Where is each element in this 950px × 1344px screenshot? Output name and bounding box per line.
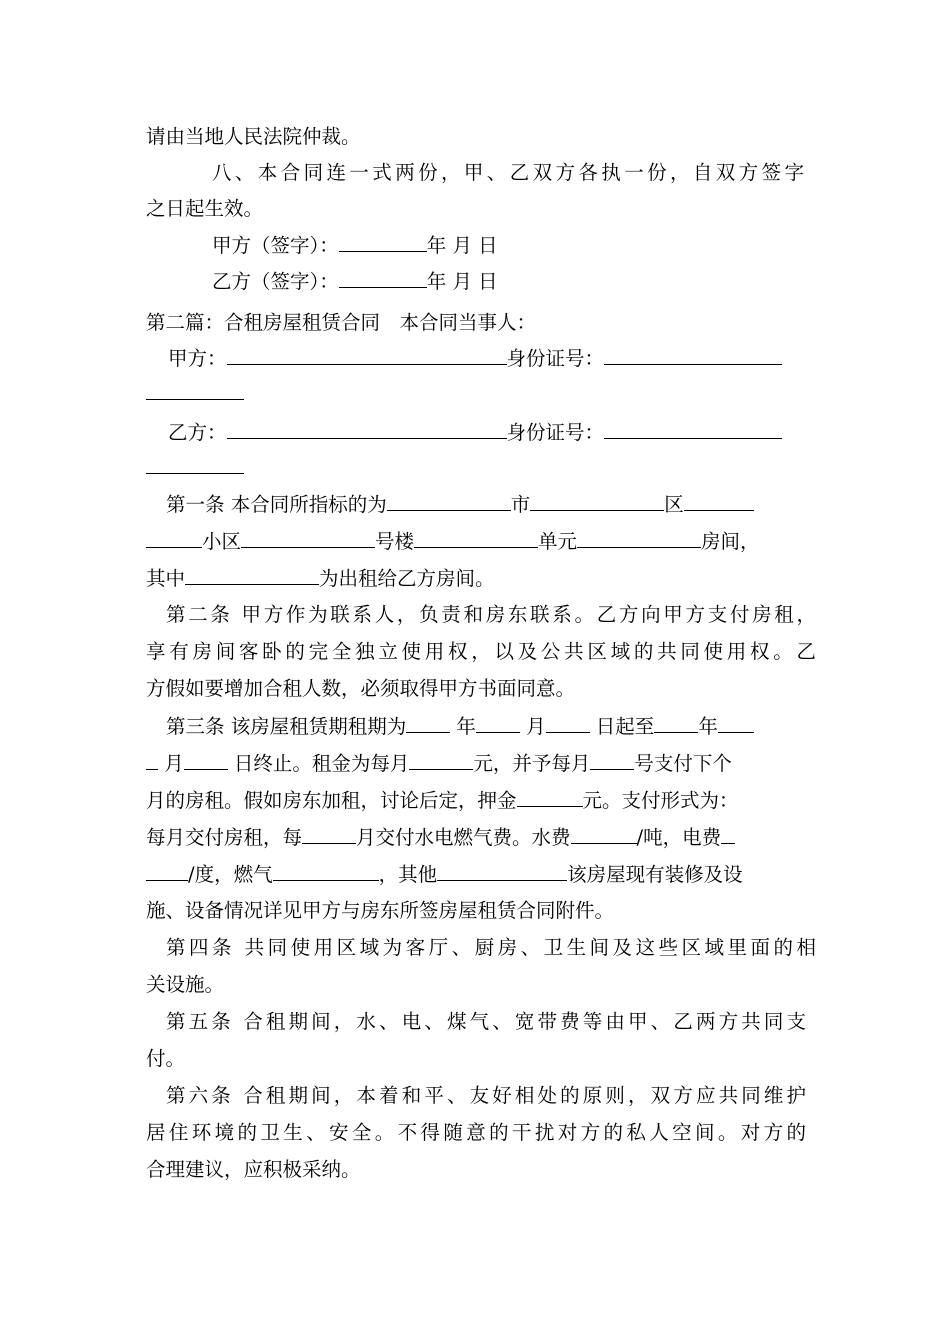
text-segment: 月的房租。假如房东加租，讨论后定，押金: [146, 789, 517, 812]
fill-blank[interactable]: [302, 824, 356, 844]
text-segment: 日起至: [589, 715, 655, 738]
article-2-line-3: 方假如要增加合租人数，必须取得甲方书面同意。: [146, 677, 576, 700]
article-5-line-2: 付。: [146, 1047, 186, 1070]
text-segment: 月: [158, 752, 184, 775]
fill-blank[interactable]: [517, 787, 583, 807]
fill-blank[interactable]: [476, 713, 520, 733]
fill-blank[interactable]: [684, 491, 754, 511]
text-segment: 元，并予每月: [473, 752, 591, 775]
fill-blank[interactable]: [654, 713, 698, 733]
text-segment: 元。支付形式为：: [582, 789, 739, 812]
text-segment: 该房屋现有装修及设: [567, 863, 743, 886]
text-segment: 区: [664, 493, 684, 516]
text-segment: 号支付下个: [634, 752, 732, 775]
section-heading: 第二篇：合租房屋租赁合同 本合同当事人：: [146, 311, 537, 334]
fill-blank[interactable]: [718, 713, 754, 733]
article-3-line-2: [146, 750, 816, 777]
fill-blank[interactable]: [146, 380, 244, 400]
text-segment: 市: [510, 493, 531, 516]
article-4-line-2: 关设施。: [146, 973, 225, 996]
party-b-line: [168, 419, 838, 446]
article-3-line-5: [146, 861, 816, 888]
signature-line-b: [212, 268, 882, 295]
fill-blank[interactable]: [604, 419, 782, 439]
article-5-line-1: 第五条 合租期间，水、电、煤气、宽带费等由甲、乙两方共同支: [166, 1010, 806, 1033]
article-1-line-3: [146, 565, 816, 592]
fill-blank[interactable]: [387, 491, 511, 511]
fill-blank[interactable]: [604, 345, 782, 365]
article-6-line-2: 居住环境的卫生、安全。不得随意的干扰对方的私人空间。对方的: [146, 1121, 806, 1144]
fill-blank[interactable]: [146, 454, 244, 474]
text-segment: /度，燃气: [188, 863, 273, 886]
text-segment: 年 月 日: [426, 234, 498, 257]
fill-blank[interactable]: [146, 528, 202, 548]
text-segment: 为出租给乙方房间。: [319, 567, 495, 590]
fill-blank[interactable]: [241, 528, 375, 548]
text-segment: 月: [519, 715, 546, 738]
text-segment: ，其他: [378, 863, 438, 886]
text-segment: 第一条 本合同所指标的为: [166, 493, 387, 516]
fill-blank[interactable]: [184, 750, 228, 770]
fill-blank[interactable]: [437, 861, 567, 881]
fill-blank[interactable]: [146, 750, 158, 770]
text-segment: 乙方（签字）：: [212, 270, 339, 293]
text-segment: 房间，: [701, 530, 760, 553]
fill-blank[interactable]: [414, 528, 538, 548]
article-2-line-2: 享有房间客卧的完全独立使用权，以及公共区域的共同使用权。乙: [146, 640, 816, 663]
fill-blank[interactable]: [339, 232, 427, 252]
fill-blank[interactable]: [590, 750, 634, 770]
text-segment: 年 月 日: [426, 270, 498, 293]
party-b-line-cont: [146, 454, 816, 481]
article-3-line-6: 施、设备情况详见甲方与房东所签房屋租赁合同附件。: [146, 899, 615, 922]
fill-blank[interactable]: [339, 268, 427, 288]
text-segment: 身份证号：: [506, 421, 605, 444]
text-segment: 甲方（签字）：: [212, 234, 339, 257]
text-segment: /吨，电费: [636, 826, 722, 849]
text-segment: 乙方：: [168, 421, 227, 444]
article-6-line-3: 合理建议，应积极采纳。: [146, 1158, 361, 1181]
fill-blank[interactable]: [227, 345, 507, 365]
article-1-line-2: [146, 528, 816, 555]
text-line: 八、本合同连一式两份，甲、乙双方各执一份，自双方签字: [212, 161, 804, 184]
text-segment: 身份证号：: [506, 347, 605, 370]
text-segment: 甲方：: [168, 347, 227, 370]
article-3-line-1: [166, 713, 836, 740]
text-line: 请由当地人民法院仲裁。: [146, 125, 361, 148]
text-segment: 单元: [538, 530, 578, 553]
article-3-line-4: [146, 824, 816, 851]
party-a-line-cont: [146, 380, 816, 407]
fill-blank[interactable]: [721, 824, 735, 844]
fill-blank[interactable]: [409, 750, 473, 770]
text-segment: 其中: [146, 567, 186, 590]
article-3-line-3: [146, 787, 816, 814]
text-segment: 日终止。租金为每月: [227, 752, 410, 775]
fill-blank[interactable]: [185, 565, 319, 585]
fill-blank[interactable]: [146, 861, 188, 881]
party-a-line: [168, 345, 838, 372]
article-6-line-1: 第六条 合租期间，本着和平、友好相处的原则，双方应共同维护: [166, 1084, 806, 1107]
fill-blank[interactable]: [546, 713, 590, 733]
text-segment: 每月交付房租，每: [146, 826, 303, 849]
text-segment: 年: [450, 715, 476, 738]
fill-blank[interactable]: [571, 824, 637, 844]
article-1-line-1: [166, 491, 836, 518]
text-line: 之日起生效。: [146, 197, 264, 220]
text-segment: 年: [698, 715, 718, 738]
text-segment: 号楼: [375, 530, 415, 553]
article-4-line-1: 第四条 共同使用区域为客厅、厨房、卫生间及这些区域里面的相: [166, 936, 816, 959]
signature-line-a: [212, 232, 882, 259]
fill-blank[interactable]: [227, 419, 507, 439]
fill-blank[interactable]: [406, 713, 450, 733]
fill-blank[interactable]: [273, 861, 379, 881]
fill-blank[interactable]: [530, 491, 664, 511]
text-segment: 月交付水电燃气费。水费: [356, 826, 571, 849]
article-2-line-1: 第二条 甲方作为联系人，负责和房东联系。乙方向甲方支付房租，: [166, 603, 816, 626]
text-segment: 第三条 该房屋租赁期租期为: [166, 715, 407, 738]
fill-blank[interactable]: [577, 528, 701, 548]
text-segment: 小区: [202, 530, 242, 553]
